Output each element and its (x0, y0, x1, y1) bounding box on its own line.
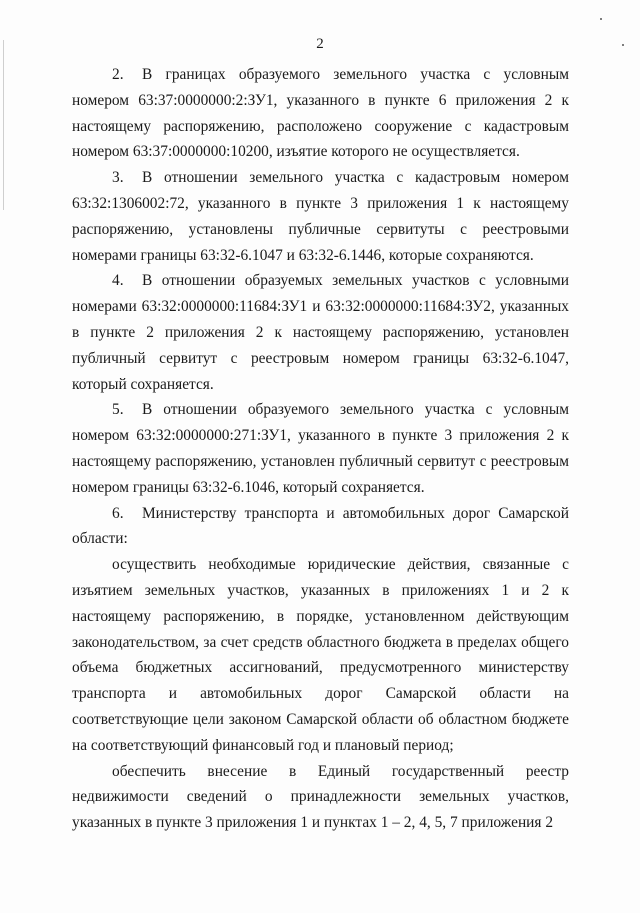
scan-speck (622, 44, 624, 46)
paragraph-text: В отношении земельного участка с кадастровым номером 63:32:1306002:72, указанного в пункте 3 приложения 1 к настоящему распоряжению, установлены публичные сервитуты с реестровыми номерами границы 63:32-6.1047 и 63:32-6.1446, которые сохраняются. (72, 169, 569, 264)
paragraph-6-clause-1 (72, 552, 569, 758)
paragraph-number: 5. (112, 401, 124, 419)
paragraph-text: осуществить необходимые юридические действия, связанные с изъятием земельных участков, указанных в приложениях 1 и 2 к настоящему распоряжению, в порядке, установленном действующим законодательством, за счет средств областного бюджета в пределах общего объема бюджетных ассигнований, предусмотренного министерству транспорта и автомобильных дорог Самарской области на соответствующие цели законом Самарской области об областном бюджете на соответствующий финансовый год и плановый период; (72, 556, 569, 754)
paragraph-text: В границах образуемого земельного участка с условным номером 63:37:0000000:2:ЗУ1, указанного в пункте 6 приложения 2 к настоящему распоряжению, расположено сооружение с кадастровым номером 63:37:0000000:10200, изъятие которого не осуществляется. (72, 66, 569, 161)
paragraph-4 (72, 268, 569, 397)
paragraph-text: обеспечить внесение в Единый государственный реестр недвижимости сведений о принадлежности земельных участков, указанных в пункте 3 приложения 1 и пунктах 1 – 2, 4, 5, 7 приложения 2 (72, 762, 569, 832)
paragraph-6-clause-2 (72, 759, 569, 836)
paragraph-number: 2. (112, 66, 124, 83)
document-body (72, 62, 569, 836)
paragraph-number: 6. (112, 504, 124, 522)
paragraph-text: В отношении образуемых земельных участков с условными номерами 63:32:0000000:11684:ЗУ1 и 63:32:0000000:11684:ЗУ2, указанных в пункте 2 приложения 2 к настоящему распоряжению, установлен публичный сервитут с реестровым номером границы 63:32-6.1047, который сохраняется. (72, 272, 569, 393)
paragraph-3 (72, 165, 569, 268)
scan-speck (600, 18, 602, 20)
scan-edge-mark (3, 40, 4, 210)
paragraph-6 (72, 501, 569, 553)
paragraph-number: 3. (112, 169, 124, 187)
paragraph-5 (72, 397, 569, 500)
paragraph-text: Министерству транспорта и автомобильных дорог Самарской области: (72, 504, 569, 548)
paragraph-text: В отношении образуемого земельного участка с условным номером 63:32:0000000:271:ЗУ1, указанного в пункте 3 приложения 2 к настоящему распоряжению, установлен публичный сервитут с реестровым номером границы 63:32-6.1046, который сохраняется. (72, 401, 569, 496)
paragraph-number: 4. (112, 272, 124, 290)
paragraph-2 (72, 62, 569, 165)
page-number: 2 (316, 36, 324, 52)
